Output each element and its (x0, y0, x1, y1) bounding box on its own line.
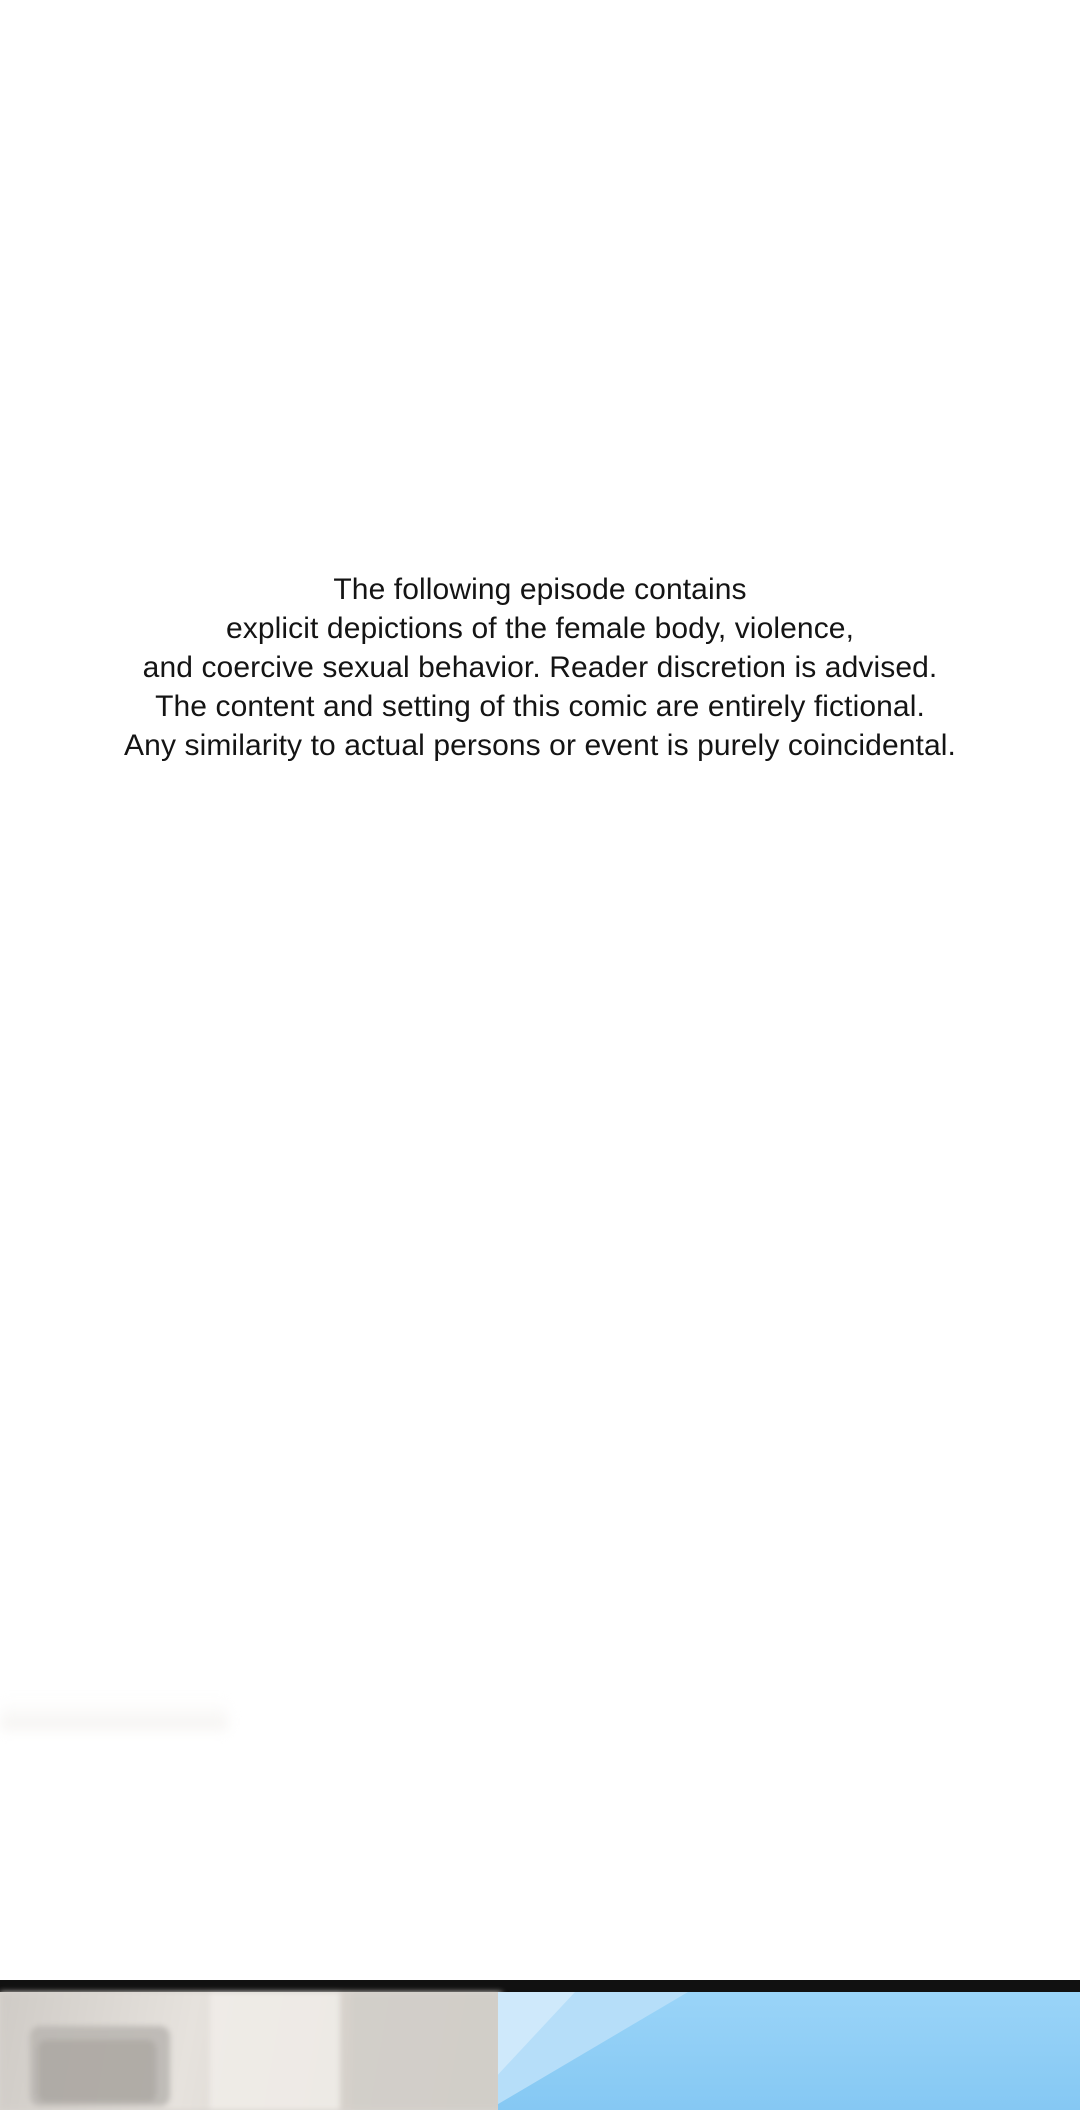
interior-shape-d (352, 1992, 502, 2110)
panel-edge-fade (0, 1700, 228, 1730)
panel-interior-blur (0, 1992, 498, 2110)
content-warning-line-1: The following episode contains (333, 573, 747, 606)
panel-sky (498, 1992, 1080, 2110)
content-warning-line-5: Any similarity to actual persons or event is purely coincidental. (124, 729, 956, 762)
content-warning-line-4: The content and setting of this comic are entirely fictional. (155, 690, 925, 723)
content-warning-line-2: explicit depictions of the female body, violence, (225, 612, 855, 645)
panel-artwork (0, 1992, 1080, 2110)
interior-shape-b (38, 2040, 156, 2102)
interior-shape-c (210, 1992, 340, 2110)
content-warning-text (0, 570, 1080, 765)
panel-divider (0, 1980, 1080, 1992)
next-panel-strip (0, 1980, 1080, 2110)
content-warning-line-3: and coercive sexual behavior. Reader discretion is advised. (142, 651, 938, 684)
